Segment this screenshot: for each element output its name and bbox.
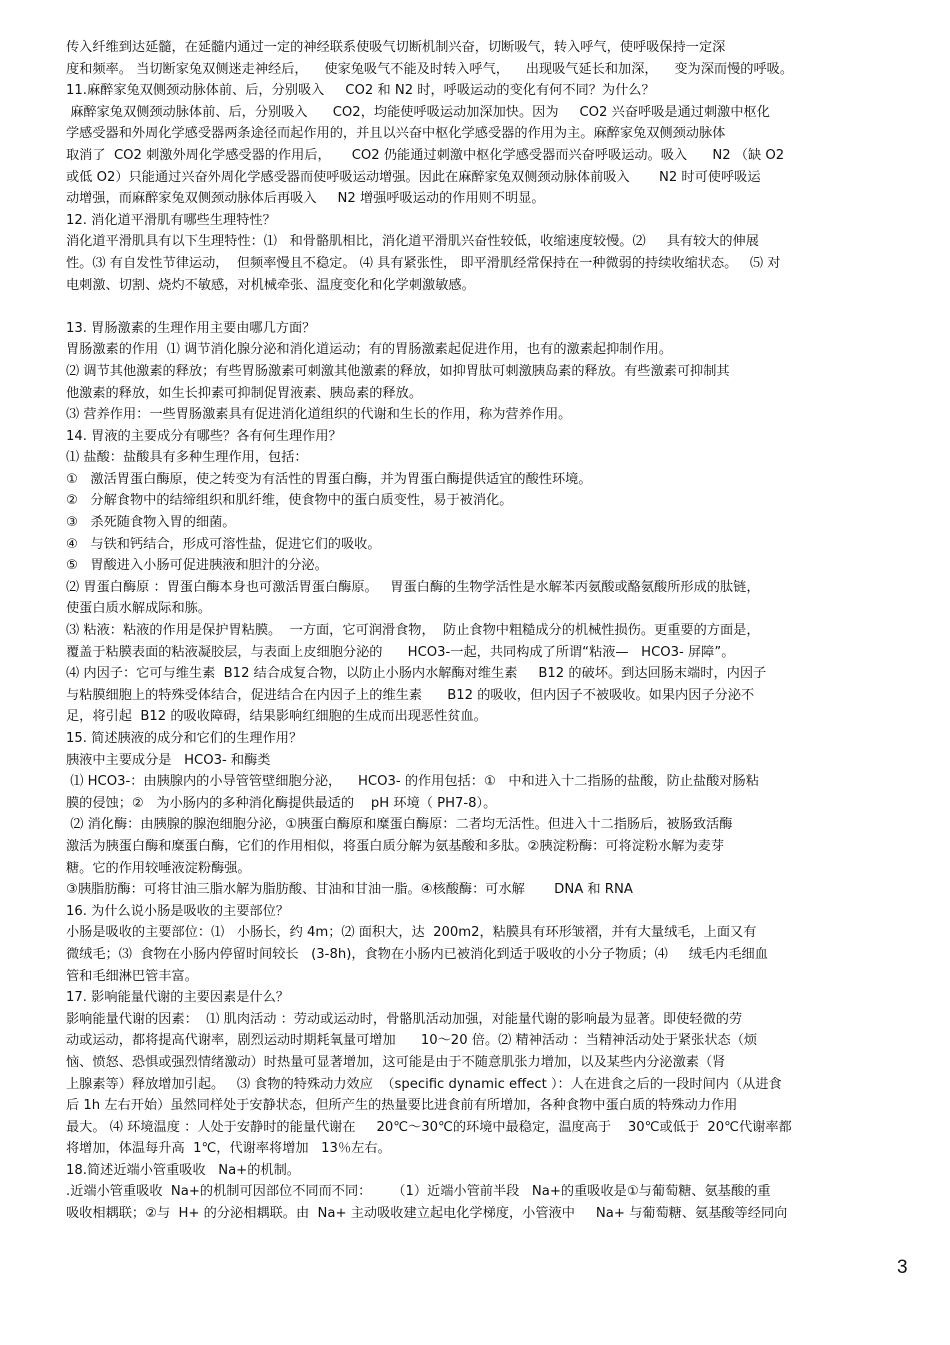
blank-line bbox=[66, 296, 918, 318]
text-line: 传入纤维到达延髓，在延髓内通过一定的神经联系使吸气切断机制兴奋，切断吸气，转入呼气，使呼吸保持一定深 bbox=[66, 40, 726, 55]
text-line: ④ 与铁和钙结合，形成可溶性盐，促进它们的吸收。 bbox=[66, 536, 381, 552]
text-line: 麻醉家兔双侧颈动脉体前、后，分别吸入 CO2，均能使呼吸运动加深加快。因为 CO2 兴奋呼吸是通过刺激中枢化 bbox=[66, 104, 770, 120]
text-line: ⑵ 消化酶：由胰腺的腺泡细胞分泌，①胰蛋白酶原和糜蛋白酶原：二者均无活性。但进入十二指肠后，被肠致活酶 bbox=[66, 817, 733, 833]
text-line: 动增强，而麻醉家兔双侧颈动脉体后再吸入 N2 增强呼吸运动的作用则不明显。 bbox=[66, 191, 545, 207]
text-line: 取消了 CO2 刺激外周化学感受器的作用后， CO2 仍能通过刺激中枢化学感受器而兴奋呼吸运动。吸入 N2 （缺 O2 bbox=[66, 147, 785, 163]
text-line: 膜的侵蚀；② 为小肠内的多种消化酶提供最适的 pH 环境（ PH7-8）。 bbox=[66, 795, 497, 811]
text-line: 上腺素等）释放增加引起。 ⑶ 食物的特殊动力效应 （specific dynamic effect ）：人在进食之后的一段时间内（从进食 bbox=[66, 1076, 782, 1092]
text-line: 16. 为什么说小肠是吸收的主要部位？ bbox=[66, 903, 289, 919]
text-line: 11.麻醉家兔双侧颈动脉体前、后，分别吸入 CO2 和 N2 时，呼吸运动的变化有何不同？为什么？ bbox=[66, 83, 655, 99]
text-line: ⑴ 盐酸：盐酸具有多种生理作用，包括： bbox=[66, 450, 308, 466]
text-line: 18.简述近端小管重吸收 Na+的机制。 bbox=[66, 1162, 300, 1178]
text-line: 恼、愤怒、恐惧或强烈情绪激动）时热量可显著增加，这可能是由于不随意肌张力增加，以及某些内分泌激素（肾 bbox=[66, 1054, 726, 1070]
text-line: 性。⑶ 有自发性节律运动， 但频率慢且不稳定。 ⑷ 具有紧张性， 即平滑肌经常保持在一种微弱的持续收缩状态。 ⑸ 对 bbox=[66, 255, 781, 271]
text-line: 与粘膜细胞上的特殊受体结合，促进结合在内因子上的维生素 B12 的吸收，但内因子不被吸收。如果内因子分泌不 bbox=[66, 687, 755, 703]
text-line: 他激素的释放，如生长抑素可抑制促胃液素、胰岛素的释放。 bbox=[66, 385, 423, 401]
text-line: ③ 杀死随食物入胃的细菌。 bbox=[66, 515, 236, 531]
text-line: 动或运动，都将提高代谢率，剧烈运动时期耗氧量可增加 10～20 倍。⑵ 精神活动 ：当精神活动处于紧张状态（烦 bbox=[66, 1033, 758, 1049]
text-line: 或低 O2）只能通过兴奋外周化学感受器而使呼吸运动增强。因此在麻醉家兔双侧颈动脉体前吸入 N2 时可使呼吸运 bbox=[66, 169, 761, 185]
text-line: 小肠是吸收的主要部位：⑴ 小肠长，约 4m；⑵ 面积大，达 200m2，粘膜具有环形皱褶，并有大量绒毛，上面又有 bbox=[66, 925, 757, 941]
text-line: 度和频率。 当切断家兔双侧迷走神经后， 使家兔吸气不能及时转入呼气， 出现吸气延长和加深， 变为深而慢的呼吸。 bbox=[66, 61, 794, 77]
text-line: 足，将引起 B12 的吸收障碍，结果影响红细胞的生成而出现恶性贫血。 bbox=[66, 709, 487, 725]
text-line: 将增加，体温每升高 1℃，代谢率将增加 13％左右。 bbox=[66, 1141, 391, 1157]
text-line: 吸收相耦联；②与 H+ 的分泌相耦联。由 Na+ 主动吸收建立起电化学梯度，小管液中 Na+ 与葡萄糖、氨基酸等经同向 bbox=[66, 1206, 788, 1222]
text-line: ⑷ 内因子：它可与维生素 B12 结合成复合物，以防止小肠内水解酶对维生素 B12 的破坏。到达回肠末端时，内因子 bbox=[66, 666, 767, 682]
text-line: 管和毛细淋巴管丰富。 bbox=[66, 968, 198, 984]
text-line: 影响能量代谢的因素： ⑴ 肌肉活动 ：劳动或运动时，骨骼肌活动加强，对能量代谢的影响最为显著。即使轻微的劳 bbox=[66, 1011, 743, 1027]
text-line: ⑵ 胃蛋白酶原 ：胃蛋白酶本身也可激活胃蛋白酶原。 胃蛋白酶的生物学活性是水解苯丙氨酸或酪氨酸所形成的肽链， bbox=[66, 579, 760, 595]
text-line: 最大。 ⑷ 环境温度 ：人处于安静时的能量代谢在 20℃～30℃的环境中最稳定，温度高于 30℃或低于 20℃代谢率都 bbox=[66, 1119, 792, 1135]
text-line: 后 1h 左右开始）虽然同样处于安静状态，但所产生的热量要比进食前有所增加，各种食物中蛋白质的特殊动力作用 bbox=[66, 1098, 738, 1114]
text-line: 微绒毛；⑶ 食物在小肠内停留时间较长 (3-8h)，食物在小肠内已被消化到适于吸收的小分子物质；⑷ 绒毛内毛细血 bbox=[66, 946, 768, 962]
text-line: 激活为胰蛋白酶和糜蛋白酶，它们的作用相似，将蛋白质分解为氨基酸和多肽。②胰淀粉酶：可将淀粉水解为麦芽 bbox=[66, 838, 725, 854]
text-line: 覆盖于粘膜表面的粘液凝胶层，与表面上皮细胞分泌的 HCO3-一起，共同构成了所谓“粘液— HCO3- 屏障”。 bbox=[66, 644, 735, 660]
page-number: 3 bbox=[897, 1257, 908, 1278]
text-line: 胰液中主要成分是 HCO3- 和酶类 bbox=[66, 752, 271, 768]
text-line: 胃肠激素的作用 ⑴ 调节消化腺分泌和消化道运动；有的胃肠激素起促进作用，也有的激素起抑制作用。 bbox=[66, 342, 673, 358]
text-line: ① 激活胃蛋白酶原，使之转变为有活性的胃蛋白酶，并为胃蛋白酶提供适宜的酸性环境。 bbox=[66, 471, 592, 487]
text-line: ⑶ 粘液：粘液的作用是保护胃粘膜。 一方面，它可润滑食物， 防止食物中粗糙成分的机械性损伤。更重要的方面是， bbox=[66, 623, 760, 639]
document-body bbox=[66, 37, 918, 1225]
text-line: 糖。它的作用较唾液淀粉酶强。 bbox=[66, 860, 251, 876]
text-line: ② 分解食物中的结缔组织和肌纤维，使食物中的蛋白质变性，易于被消化。 bbox=[66, 493, 513, 509]
text-line: ⑴ HCO3-：由胰腺内的小导管管壁细胞分泌， HCO3- 的作用包括：① 中和进入十二指肠的盐酸，防止盐酸对肠粘 bbox=[66, 774, 759, 790]
text-line: ⑵ 调节其他激素的释放；有些胃肠激素可刺激其他激素的释放，如抑胃肽可刺激胰岛素的释放。有些激素可抑制其 bbox=[66, 363, 730, 379]
text-line: 17. 影响能量代谢的主要因素是什么？ bbox=[66, 990, 289, 1006]
text-line: 15. 简述胰液的成分和它们的生理作用？ bbox=[66, 731, 303, 746]
text-line: 使蛋白质水解成际和胨。 bbox=[66, 601, 212, 617]
text-line: 电刺激、切割、烧灼不敏感，对机械牵张、温度变化和化学刺激敏感。 bbox=[66, 277, 475, 293]
text-line: ⑤ 胃酸进入小肠可促进胰液和胆汁的分泌。 bbox=[66, 558, 328, 574]
text-line: 消化道平滑肌具有以下生理特性：⑴ 和骨骼肌相比，消化道平滑肌兴奋性较低，收缩速度较慢。⑵ 具有较大的伸展 bbox=[66, 234, 759, 250]
text-line: 学感受器和外周化学感受器两条途径而起作用的，并且以兴奋中枢化学感受器的作用为主。麻醉家兔双侧颈动脉体 bbox=[66, 126, 726, 142]
text-line: ⑶ 营养作用：一些胃肠激素具有促进消化道组织的代谢和生长的作用，称为营养作用。 bbox=[66, 407, 572, 423]
text-line: ③胰脂肪酶：可将甘油三脂水解为脂肪酸、甘油和甘油一脂。④核酸酶：可水解 DNA 和 RNA bbox=[66, 882, 633, 898]
text-line: .近端小管重吸收 Na+的机制可因部位不同而不同： （1）近端小管前半段 Na+的重吸收是①与葡萄糖、氨基酸的重 bbox=[66, 1184, 771, 1200]
text-line: 12. 消化道平滑肌有哪些生理特性？ bbox=[66, 212, 276, 228]
text-line: 14. 胃液的主要成分有哪些？各有何生理作用？ bbox=[66, 428, 342, 444]
text-line: 13. 胃肠激素的生理作用主要由哪几方面？ bbox=[66, 320, 316, 336]
